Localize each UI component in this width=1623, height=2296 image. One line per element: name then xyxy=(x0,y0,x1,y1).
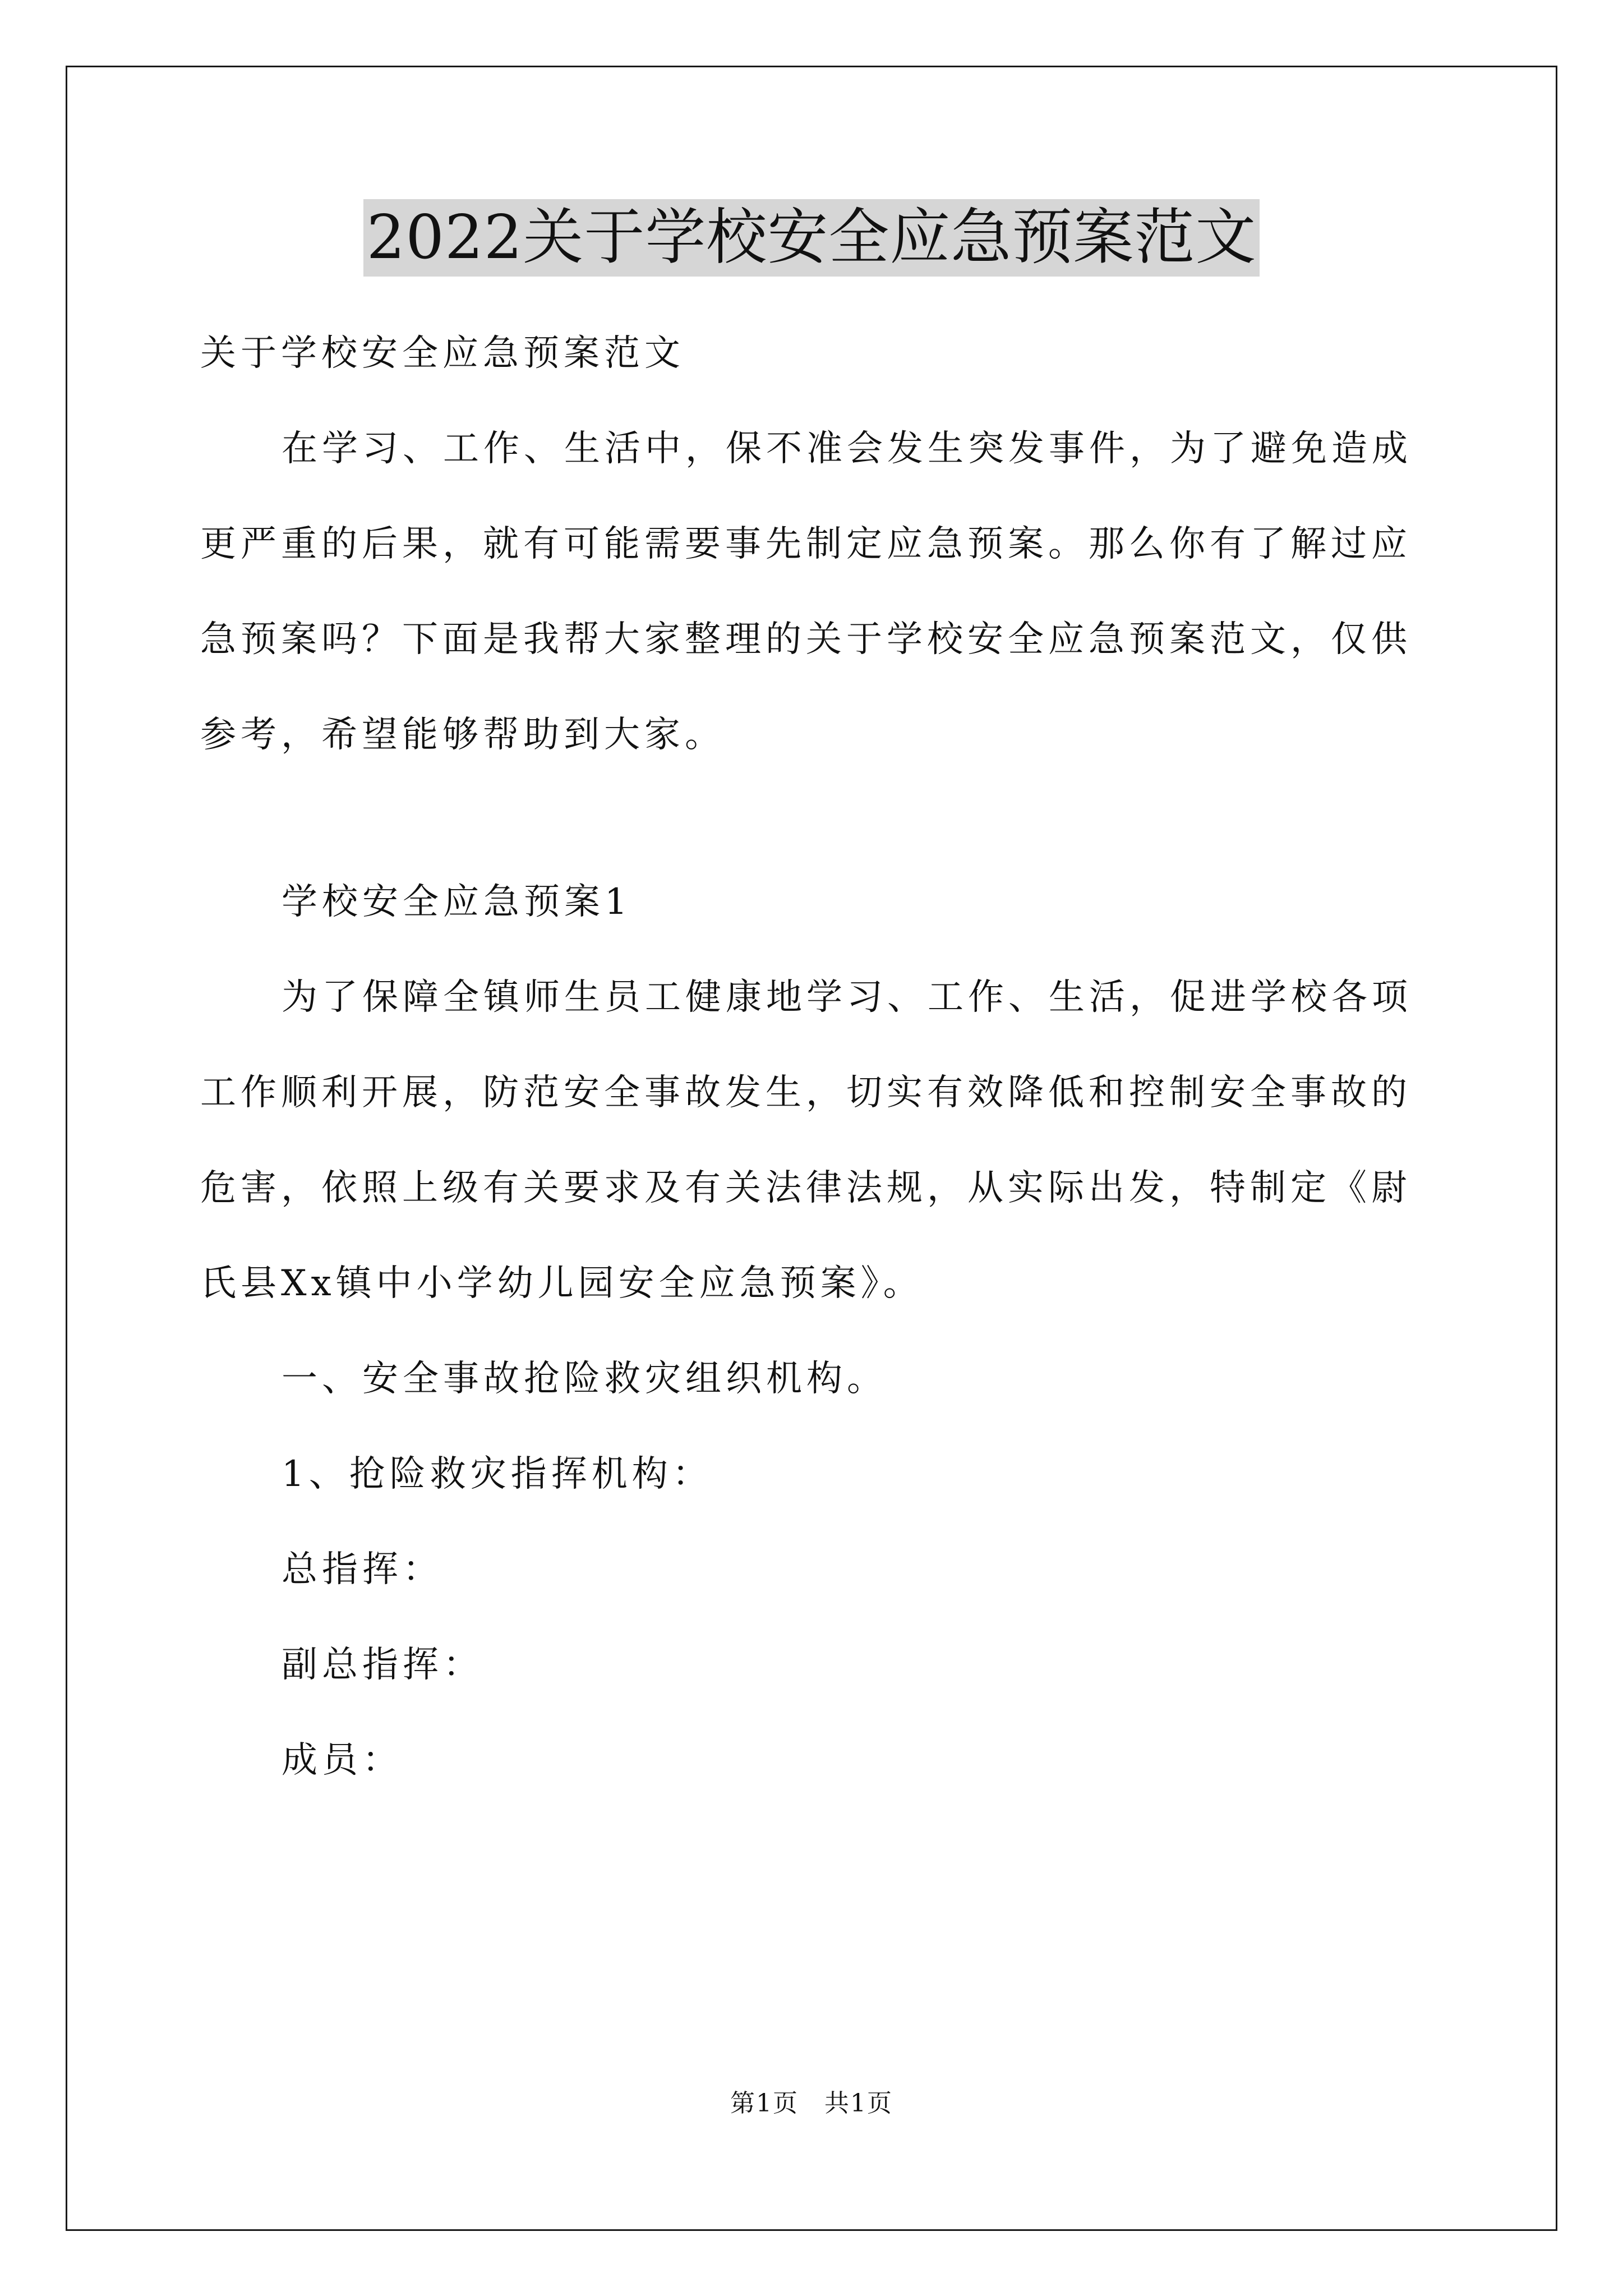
list-item: 总指挥： xyxy=(282,1549,443,1590)
list-item: 一、安全事故抢险救灾组织机构。 xyxy=(282,1358,887,1400)
list-item: 成员： xyxy=(282,1740,403,1781)
section-paragraph: 为了保障全镇师生员工健康地学习、工作、生活，促进学校各项工作顺利开展，防范安全事故发生，切实有效降低和控制安全事故的危害，依照上级有关要求及有关法律法规，从实际出发，特制定《尉氏县Xx镇中小学幼儿园安全应急预案》。 xyxy=(200,977,1412,1304)
document-subtitle: 关于学校安全应急预案范文 xyxy=(200,333,685,374)
document-title: 2022关于学校安全应急预案范文 xyxy=(363,199,1260,277)
intro-paragraph: 在学习、工作、生活中，保不准会发生突发事件，为了避免造成更严重的后果，就有可能需要事先制定应急预案。那么你有了解过应急预案吗？下面是我帮大家整理的关于学校安全应急预案范文，仅供参考，希望能够帮助到大家。 xyxy=(200,428,1412,756)
document-body xyxy=(200,306,1431,1808)
section-spacer xyxy=(200,783,1431,854)
page-footer: 第1页 共1页 xyxy=(730,2089,893,2118)
section-heading: 学校安全应急预案1 xyxy=(282,881,632,923)
list-item: 副总指挥： xyxy=(282,1644,483,1686)
title-container xyxy=(0,199,1623,277)
list-item: 1、抢险救灾指挥机构： xyxy=(282,1453,713,1495)
